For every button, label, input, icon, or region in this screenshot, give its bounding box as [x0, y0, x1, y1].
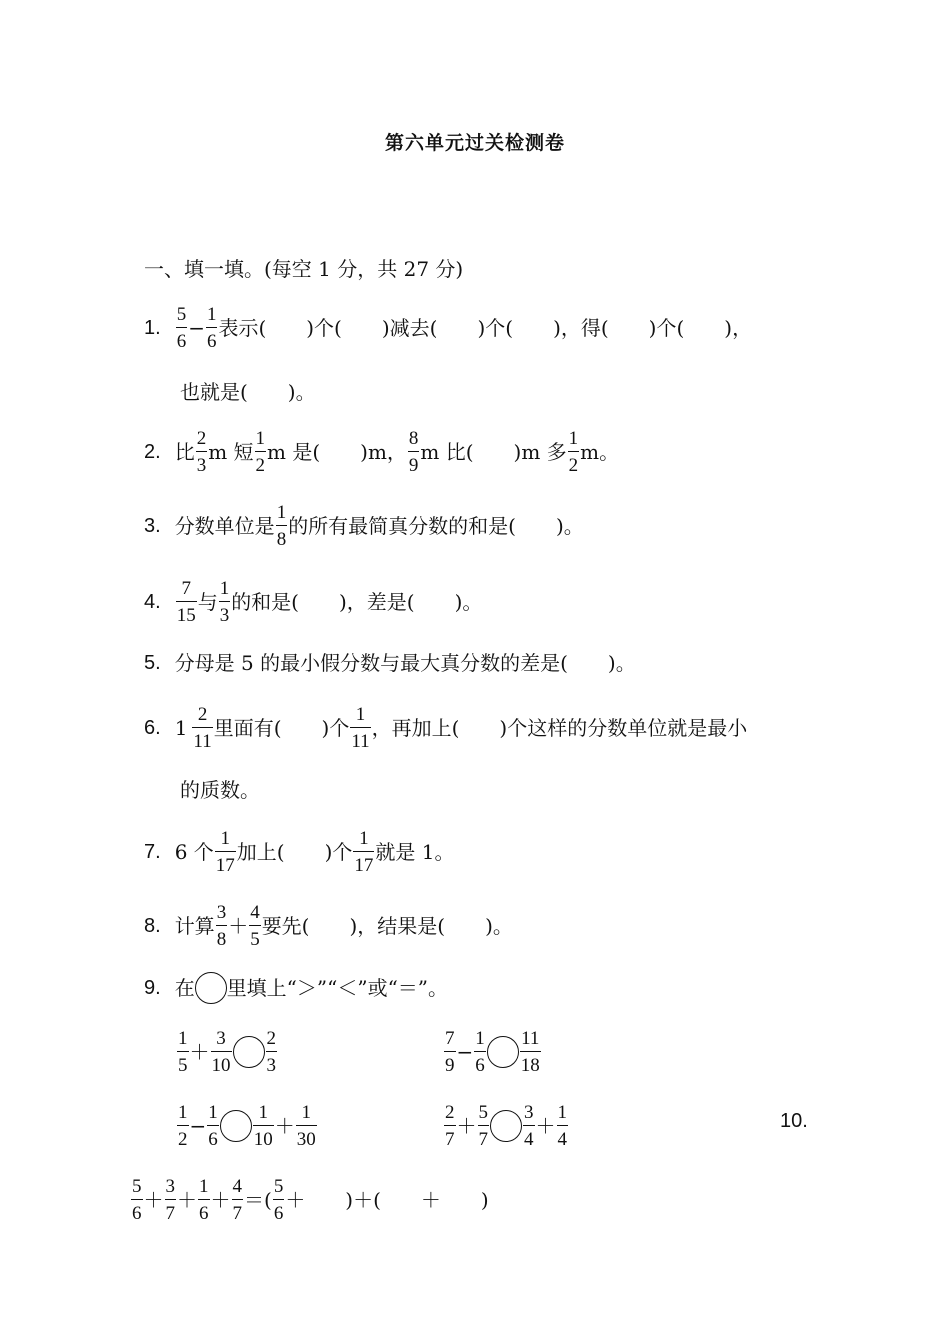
operator: ＋: [143, 1188, 164, 1212]
denominator: 5: [178, 1055, 188, 1076]
question-number: 1.: [144, 317, 161, 339]
question-1-continuation: 也就是( )。: [180, 380, 316, 404]
denominator: 10: [211, 1055, 231, 1076]
question-number: 8.: [144, 915, 161, 937]
answer-circle-icon[interactable]: [233, 1036, 265, 1068]
question-number: 2.: [144, 441, 161, 463]
question-number: 9.: [144, 977, 161, 999]
question-text: 里填上“＞”“＜”或“＝”。: [226, 976, 449, 1000]
denominator: 4: [524, 1129, 534, 1150]
fraction: [192, 705, 212, 751]
numerator: 1: [301, 1102, 312, 1123]
numerator: 3: [165, 1176, 175, 1197]
numerator: 1: [208, 1102, 218, 1123]
question-text: ，再加上( )个这样的分数单位就是最小: [371, 716, 748, 740]
question-text: m。: [580, 440, 620, 464]
fraction: [266, 1029, 278, 1075]
question-text: 里面有( )个: [213, 716, 350, 740]
question-number: 4.: [144, 591, 161, 613]
question-text: 与: [197, 590, 218, 614]
question-text: 计算: [174, 914, 215, 938]
numerator: 11: [521, 1028, 540, 1049]
question-number: 7.: [144, 841, 161, 863]
question-text: 分数单位是: [174, 514, 275, 538]
numerator: 1: [219, 578, 230, 599]
fraction: [444, 1103, 456, 1149]
numerator: 3: [524, 1102, 534, 1123]
denominator: 15: [176, 605, 196, 626]
denominator: 7: [478, 1129, 488, 1150]
denominator: 3: [196, 455, 207, 476]
denominator: 10: [253, 1129, 273, 1150]
answer-circle-icon[interactable]: [490, 1110, 522, 1142]
fraction: [207, 1103, 219, 1149]
fraction: [253, 1103, 274, 1149]
fraction: [249, 903, 261, 949]
fraction: [216, 903, 228, 949]
fraction: [131, 1177, 143, 1223]
operator: ＋: [228, 914, 249, 938]
answer-circle-icon[interactable]: [220, 1110, 252, 1142]
denominator: 8: [216, 929, 227, 950]
numerator: 1: [258, 1102, 269, 1123]
question-text: m 比( )m 多: [420, 440, 567, 464]
fraction: [444, 1029, 456, 1075]
answer-circle-icon[interactable]: [487, 1036, 519, 1068]
comparison-c: [176, 1094, 318, 1158]
question-number: 5.: [144, 652, 161, 674]
fraction: [350, 705, 370, 751]
fraction: [255, 429, 267, 475]
operator: ＋: [177, 1188, 197, 1212]
numerator: 4: [250, 902, 260, 923]
denominator: 4: [557, 1129, 567, 1150]
fraction: [520, 1029, 541, 1075]
denominator: 6: [176, 331, 187, 352]
operator: −: [456, 1040, 474, 1064]
fraction: [198, 1177, 210, 1223]
question-text: 比: [174, 440, 195, 464]
question-text: 加上( )个: [236, 840, 353, 864]
denominator: 8: [276, 529, 287, 550]
fraction: [523, 1103, 535, 1149]
question-3: [144, 494, 584, 558]
denominator: 17: [354, 855, 374, 876]
denominator: 11: [351, 731, 370, 752]
question-4: [144, 570, 482, 634]
fraction: [206, 305, 218, 351]
fraction: [176, 579, 197, 625]
fraction: [296, 1103, 317, 1149]
denominator: 9: [408, 455, 419, 476]
numerator: 2: [196, 428, 207, 449]
fraction: [177, 1029, 189, 1075]
denominator: 3: [266, 1055, 276, 1076]
fraction: [215, 829, 236, 875]
denominator: 6: [206, 331, 217, 352]
question-text: 表示( )个( )减去( )个( )，得( )个( )，: [218, 316, 753, 340]
comparison-a: [176, 1020, 278, 1084]
question-number: 6.: [144, 717, 161, 739]
operator: −: [188, 316, 205, 340]
denominator: 6: [199, 1203, 209, 1224]
question-7: [144, 820, 454, 884]
question-6: [144, 696, 747, 760]
question-text: 6 个: [174, 840, 214, 864]
fraction: [219, 579, 231, 625]
question-text: m 是( )m，: [267, 440, 407, 464]
fraction: [176, 305, 188, 351]
fraction: [276, 503, 288, 549]
question-1: [144, 296, 752, 360]
numerator: 1: [276, 502, 287, 523]
fraction: [165, 1177, 177, 1223]
operator: ＋: [456, 1114, 477, 1138]
operator: ＋: [535, 1114, 556, 1138]
numerator: 3: [216, 902, 227, 923]
denominator: 18: [520, 1055, 540, 1076]
denominator: 2: [178, 1129, 188, 1150]
denominator: 11: [193, 731, 212, 752]
fraction: [232, 1177, 244, 1223]
fraction: [273, 1177, 285, 1223]
fraction: [478, 1103, 490, 1149]
question-5: [144, 647, 636, 679]
numerator: 5: [273, 1176, 284, 1197]
operator: ＋: [189, 1040, 210, 1064]
numerator: 1: [199, 1176, 209, 1197]
fraction: [177, 1103, 189, 1149]
question-number: 10.: [780, 1110, 808, 1132]
numerator: 1: [557, 1102, 567, 1123]
numerator: 5: [132, 1176, 142, 1197]
denominator: 17: [215, 855, 235, 876]
question-text: 要先( )，结果是( )。: [261, 914, 513, 938]
denominator: 7: [445, 1129, 455, 1150]
numerator: 1: [178, 1028, 188, 1049]
operator: −: [189, 1114, 207, 1138]
denominator: 30: [296, 1129, 316, 1150]
denominator: 5: [250, 929, 260, 950]
fraction: [196, 429, 208, 475]
question-8: [144, 894, 513, 958]
fraction: [557, 1103, 569, 1149]
answer-circle-icon: [195, 972, 227, 1004]
denominator: 6: [208, 1129, 218, 1150]
numerator: 5: [478, 1102, 488, 1123]
question-text: 的和是( )，差是( )。: [231, 590, 483, 614]
numerator: 1: [178, 1102, 188, 1123]
numerator: 5: [176, 304, 187, 325]
comparison-b: [443, 1020, 542, 1084]
denominator: 6: [132, 1203, 142, 1224]
comparison-d: [443, 1094, 569, 1158]
operator: ＋: [210, 1188, 231, 1212]
mixed-number-whole: 1: [174, 716, 188, 740]
question-text: 在: [174, 976, 195, 1000]
numerator: 7: [445, 1028, 455, 1049]
numerator: 1: [255, 428, 266, 449]
denominator: 2: [568, 455, 579, 476]
numerator: 7: [181, 578, 191, 599]
denominator: 7: [232, 1203, 242, 1224]
numerator: 2: [197, 704, 208, 725]
fraction: [408, 429, 420, 475]
question-9: [144, 972, 448, 1004]
denominator: 6: [475, 1055, 485, 1076]
numerator: 4: [232, 1176, 242, 1197]
numerator: 2: [266, 1028, 276, 1049]
numerator: 1: [206, 304, 217, 325]
numerator: 2: [445, 1102, 455, 1123]
fraction: [474, 1029, 486, 1075]
denominator: 7: [165, 1203, 175, 1224]
numerator: 1: [475, 1028, 485, 1049]
page-title: 第六单元过关检测卷: [384, 132, 565, 154]
question-6-continuation: 的质数。: [180, 778, 260, 802]
question-text: ＋ )＋( ＋ ): [285, 1188, 489, 1212]
numerator: 8: [408, 428, 419, 449]
operator: ＋: [274, 1114, 295, 1138]
fraction: [568, 429, 580, 475]
section-heading: 一、填一填。(每空 1 分，共 27 分): [144, 257, 464, 281]
question-10: [130, 1168, 489, 1232]
question-2: [144, 420, 619, 484]
question-text: ＝(: [244, 1188, 272, 1212]
question-text: 就是 1。: [375, 840, 455, 864]
question-text: 的所有最简真分数的和是( )。: [288, 514, 584, 538]
numerator: 3: [216, 1028, 226, 1049]
numerator: 1: [220, 828, 231, 849]
question-text: m 短: [208, 440, 254, 464]
numerator: 1: [568, 428, 579, 449]
question-number: 3.: [144, 515, 161, 537]
numerator: 1: [355, 704, 366, 725]
denominator: 3: [219, 605, 230, 626]
fraction: [353, 829, 374, 875]
fraction: [211, 1029, 232, 1075]
denominator: 9: [445, 1055, 455, 1076]
denominator: 2: [255, 455, 266, 476]
denominator: 6: [273, 1203, 284, 1224]
question-text: 分母是 5 的最小假分数与最大真分数的差是( )。: [174, 651, 636, 675]
numerator: 1: [359, 828, 369, 849]
